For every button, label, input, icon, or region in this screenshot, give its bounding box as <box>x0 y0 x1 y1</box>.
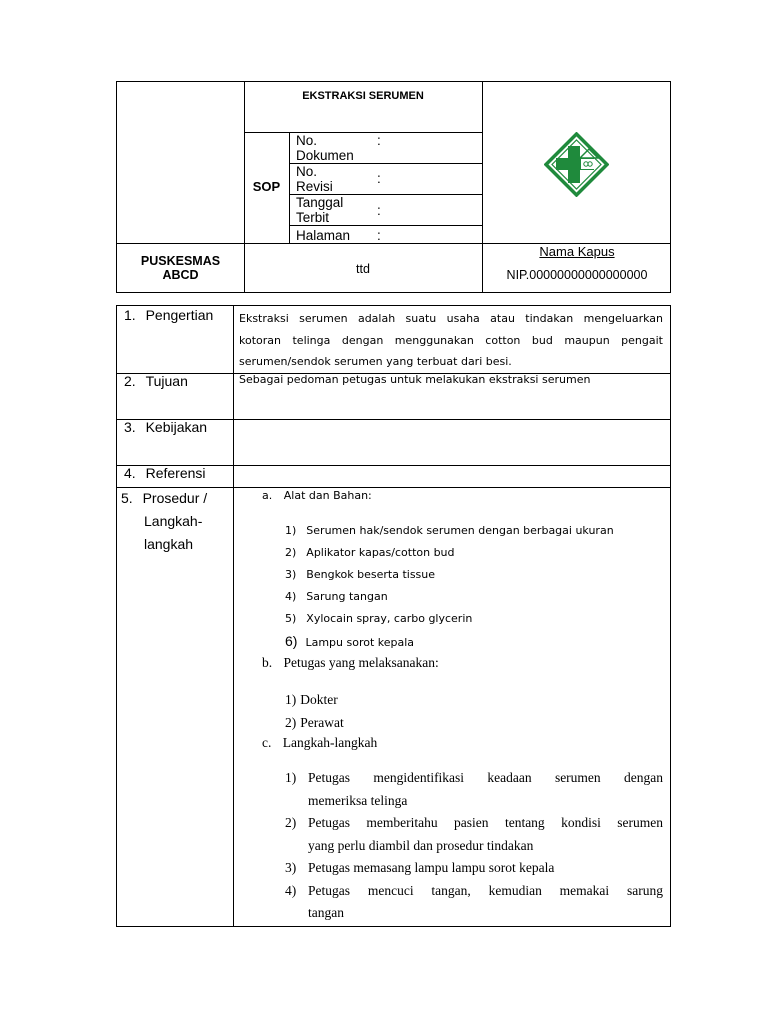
field-colon: : <box>377 203 381 218</box>
item-number: 1) <box>285 524 297 537</box>
sop-label: SOP <box>252 179 281 194</box>
item-text: Petugas mencuci tangan, kemudian memakai sarung <box>308 882 663 898</box>
organization-name <box>117 254 244 282</box>
subsection-title: Petugas yang melaksanakan: <box>283 655 439 670</box>
item-text: Lampu sorot kepala <box>305 636 415 649</box>
pengertian-text <box>239 308 663 373</box>
item-number: 6) <box>285 633 298 649</box>
list-item <box>285 812 663 857</box>
field-label: Halaman <box>296 228 351 243</box>
item-text: Petugas mengidentifikasi keadaan serumen dengan <box>308 770 663 785</box>
field-label: No. <box>296 133 318 148</box>
subsection-marker: c. <box>262 735 272 750</box>
subsection-c <box>262 735 377 751</box>
list-item <box>285 711 344 734</box>
section-number: 5. <box>121 490 133 506</box>
field-colon: : <box>377 228 381 243</box>
field-label: Revisi <box>296 179 333 194</box>
langkah-list <box>285 767 663 925</box>
subsection-marker: a. <box>262 489 273 502</box>
section-label-pengertian <box>124 307 213 323</box>
item-text: tangan <box>308 905 344 920</box>
section-label-referensi <box>124 465 206 481</box>
list-item <box>285 767 663 812</box>
item-text: yang perlu diambil dan prosedur tindakan <box>308 837 534 853</box>
field-tanggal-terbit <box>296 195 476 225</box>
item-text: Perawat <box>300 715 344 730</box>
section-title: Pengertian <box>145 307 214 323</box>
item-number: 2) <box>285 546 297 559</box>
section-title: Referensi <box>145 465 206 481</box>
list-item <box>285 857 663 880</box>
section-number: 4. <box>124 465 136 481</box>
field-label: Tanggal <box>296 195 344 210</box>
field-label: Dokumen <box>296 148 354 163</box>
signature-placeholder: ttd <box>356 262 370 276</box>
item-number: 5) <box>285 612 297 625</box>
sop-header-table <box>116 81 671 293</box>
section-label-tujuan <box>124 373 188 389</box>
list-item <box>285 608 614 630</box>
subsection-b <box>262 655 439 671</box>
field-colon: : <box>377 133 381 148</box>
section-title: langkah <box>144 536 194 552</box>
item-number: 3) <box>285 568 297 581</box>
item-number: 4) <box>285 590 297 603</box>
field-no-dokumen <box>296 133 476 163</box>
item-text: Sarung tangan <box>306 590 388 603</box>
document-title: EKSTRAKSI SERUMEN <box>302 90 424 102</box>
text-line: serumen/sendok serumen yang terbuat dari besi. <box>239 355 512 368</box>
item-text: Aplikator kapas/cotton bud <box>306 546 455 559</box>
organization-line: ABCD <box>162 268 199 282</box>
tujuan-text: Sebagai pedoman petugas untuk melakukan ekstraksi serumen <box>239 373 591 386</box>
subsection-title: Alat dan Bahan: <box>283 489 372 502</box>
text-line: Ekstraksi serumen adalah suatu usaha atau tindakan mengeluarkan <box>239 312 663 325</box>
item-number: 2) <box>285 715 297 730</box>
item-text: Dokter <box>300 692 338 707</box>
item-text: Petugas memberitahu pasien tentang kondisi serumen <box>308 815 663 830</box>
text-line: kotoran telinga dengan menggunakan cotton bud maupun pengait <box>239 333 663 347</box>
list-item <box>285 542 614 564</box>
item-number: 1) <box>285 770 297 785</box>
item-text: memeriksa telinga <box>308 792 408 808</box>
section-title: Prosedur / <box>142 490 208 506</box>
section-number: 1. <box>124 307 136 323</box>
petugas-list <box>285 688 344 734</box>
puskesmas-logo-icon <box>544 132 609 197</box>
list-item <box>285 688 344 711</box>
list-item <box>285 564 614 586</box>
field-halaman <box>296 228 476 243</box>
item-number: 4) <box>285 882 297 898</box>
field-colon: : <box>377 171 381 186</box>
section-number: 2. <box>124 373 136 389</box>
section-title: Langkah- <box>144 513 203 529</box>
item-text: Petugas memasang lampu lampu sorot kepala <box>308 860 555 875</box>
item-number: 2) <box>285 815 297 830</box>
list-item <box>285 520 614 542</box>
list-item <box>285 630 614 654</box>
section-title: Tujuan <box>145 373 188 389</box>
item-text: Bengkok beserta tissue <box>306 568 436 581</box>
subsection-a <box>262 489 372 502</box>
section-number: 3. <box>124 419 136 435</box>
alat-bahan-list <box>285 520 614 654</box>
field-no-revisi <box>296 164 476 194</box>
section-title: Kebijakan <box>145 419 208 435</box>
field-label: No. <box>296 164 318 179</box>
subsection-marker: b. <box>262 655 273 670</box>
procedure-table <box>116 305 671 927</box>
section-label-kebijakan <box>124 419 207 435</box>
section-label-prosedur <box>121 487 207 556</box>
item-text: Serumen hak/sendok serumen dengan berbagai ukuran <box>306 524 614 537</box>
head-name: Nama Kapus <box>539 244 615 259</box>
organization-line: PUSKESMAS <box>140 254 221 268</box>
head-nip: NIP.00000000000000000 <box>506 268 648 282</box>
list-item <box>285 586 614 608</box>
field-label: Terbit <box>296 210 330 225</box>
subsection-title: Langkah-langkah <box>282 735 378 750</box>
item-text: Xylocain spray, carbo glycerin <box>306 612 473 625</box>
list-item <box>285 880 663 925</box>
item-number: 3) <box>285 860 297 875</box>
item-number: 1) <box>285 692 297 707</box>
